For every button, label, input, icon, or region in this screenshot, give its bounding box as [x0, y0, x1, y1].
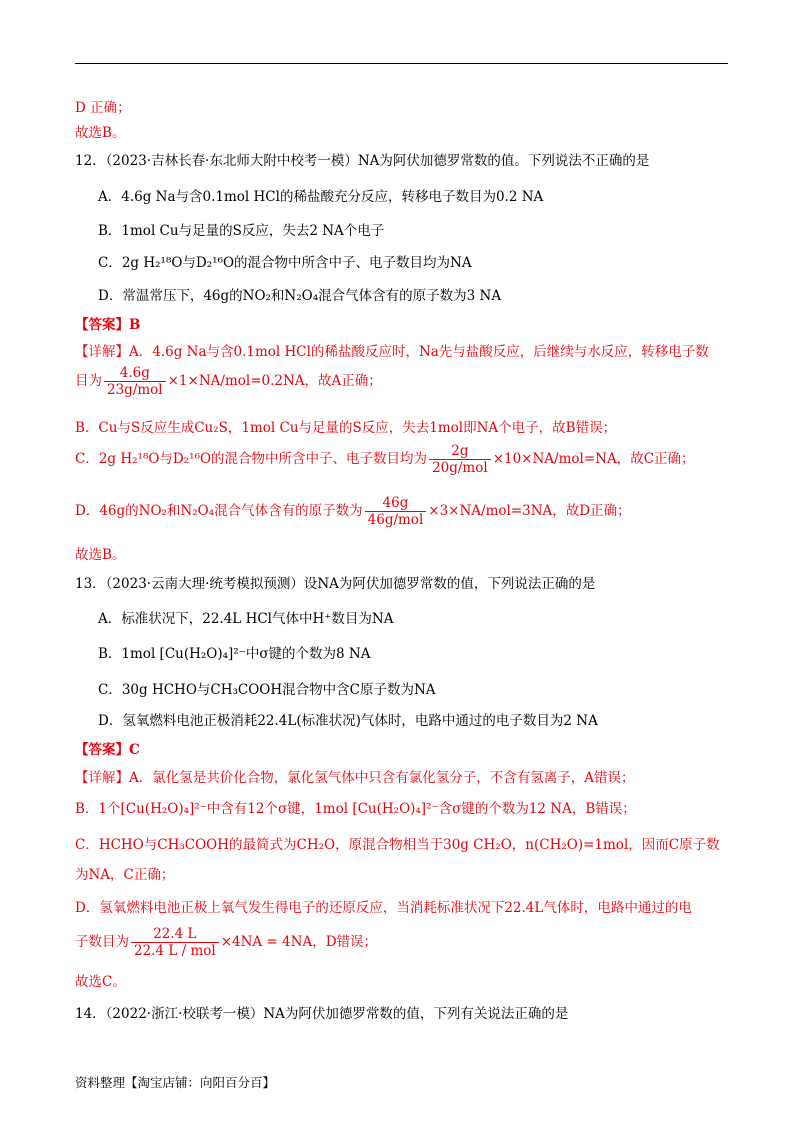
q13-detail-a: 【详解】A．氯化氢是共价化合物，氯化氢气体中只含有氯化氢分子，不含有氢离子，A错误；: [75, 770, 635, 786]
prev-d-line: D 正确；: [75, 100, 131, 116]
q12-option-a: A．4.6g Na与含0.1mol HCl的稀盐酸充分反应，转移电子数目为0.2 NA: [98, 189, 544, 205]
header-rule: [75, 63, 728, 64]
q13-choose: 故选C。: [75, 974, 126, 990]
q13-detail-d-1: D．氢氧燃料电池正极上氧气发生得电子的还原反应，当消耗标准状况下22.4L气体时，电路中通过的电: [75, 900, 692, 916]
q13-option-a: A．标准状况下，22.4L HCl气体中H⁺数目为NA: [98, 611, 394, 627]
q14-stem: 14．（2022·浙江·校联考一模）NA为阿伏加德罗常数的值，下列有关说法正确的是: [75, 1006, 569, 1022]
q13-answer: 【答案】C: [75, 742, 140, 758]
q12-detail-a-2: 目为 $\frac{4.6g}{\text{23g/mol}}$ ×1×NA/mol=0.2NA，故A正确；: [75, 365, 382, 398]
prev-choose: 故选B。: [75, 125, 126, 141]
q12-option-c: C．2g H₂¹⁸O与D₂¹⁶O的混合物中所含中子、电子数目均为NA: [98, 255, 472, 271]
q12-fraction-a: $\frac{4.6g}{\text{23g/mol}}$: [104, 366, 166, 397]
q12-fraction-c: $\frac{2g}{\text{20g/mol}}$: [429, 444, 491, 475]
q13-detail-c-2: 为NA，C正确；: [75, 867, 175, 883]
q12-stem: 12．（2023·吉林长春·东北师大附中校考一模）NA为阿伏加德罗常数的值。下列说法不正确的是: [75, 153, 650, 169]
q13-option-c: C．30g HCHO与CH₃COOH混合物中含C原子数为NA: [98, 682, 436, 698]
q13-option-b: B．1mol [Cu(H₂O)₄]²⁻中σ键的个数为8 NA: [98, 646, 371, 662]
q13-option-d: D．氢氧燃料电池正极消耗22.4L(标准状况)气体时，电路中通过的电子数目为2 NA: [98, 713, 598, 729]
q12-detail-c: C．2g H₂¹⁸O与D₂¹⁶O的混合物中所含中子、电子数目均为 $\frac{2g}{\text{20g/mol}}$ ×10×NA/mol=NA，故C正确；: [75, 443, 695, 476]
footer-source: 资料整理【淘宝店铺：向阳百分百】: [75, 1075, 276, 1090]
q12-choose: 故选B。: [75, 547, 126, 563]
q13-detail-c-1: C．HCHO与CH₃COOH的最简式为CH₂O，原混合物相当于30g CH₂O，n(CH₂O)=1mol，因而C原子数: [75, 837, 720, 853]
q12-detail-d: D．46g的NO₂和N₂O₄混合气体含有的原子数为 $\frac{46g}{\text{46g/mol}}$ ×3×NA/mol=3NA，故D正确；: [75, 495, 631, 528]
q12-answer: 【答案】B: [75, 317, 141, 333]
q12-detail-b: B．Cu与S反应生成Cu₂S，1mol Cu与足量的S反应，失去1mol即NA个电子，故B错误；: [75, 420, 617, 436]
q12-option-d: D．常温常压下，46g的NO₂和N₂O₄混合气体含有的原子数为3 NA: [98, 288, 502, 304]
q12-detail-a-1: 【详解】A．4.6g Na与含0.1mol HCl的稀盐酸反应时，Na先与盐酸反应，后继续与水反应，转移电子数: [75, 344, 709, 360]
q12-fraction-d: $\frac{46g}{\text{46g/mol}}$: [365, 496, 427, 527]
q13-detail-d-2: 子数目为 $\frac{22.4 L}{\text{22.4 L / mol}}$ ×4NA = 4NA，D错误；: [75, 926, 378, 959]
q12-option-b: B．1mol Cu与足量的S反应，失去2 NA个电子: [98, 223, 385, 239]
q13-detail-b: B．1个[Cu(H₂O)₄]²⁻中含有12个σ键，1mol [Cu(H₂O)₄]²⁻含σ键的个数为12 NA，B错误；: [75, 801, 636, 817]
q13-fraction-d: $\frac{22.4 L}{\text{22.4 L / mol}}$: [131, 927, 219, 958]
q13-stem: 13．（2023·云南大理·统考模拟预测）设NA为阿伏加德罗常数的值，下列说法正确的是: [75, 576, 596, 592]
